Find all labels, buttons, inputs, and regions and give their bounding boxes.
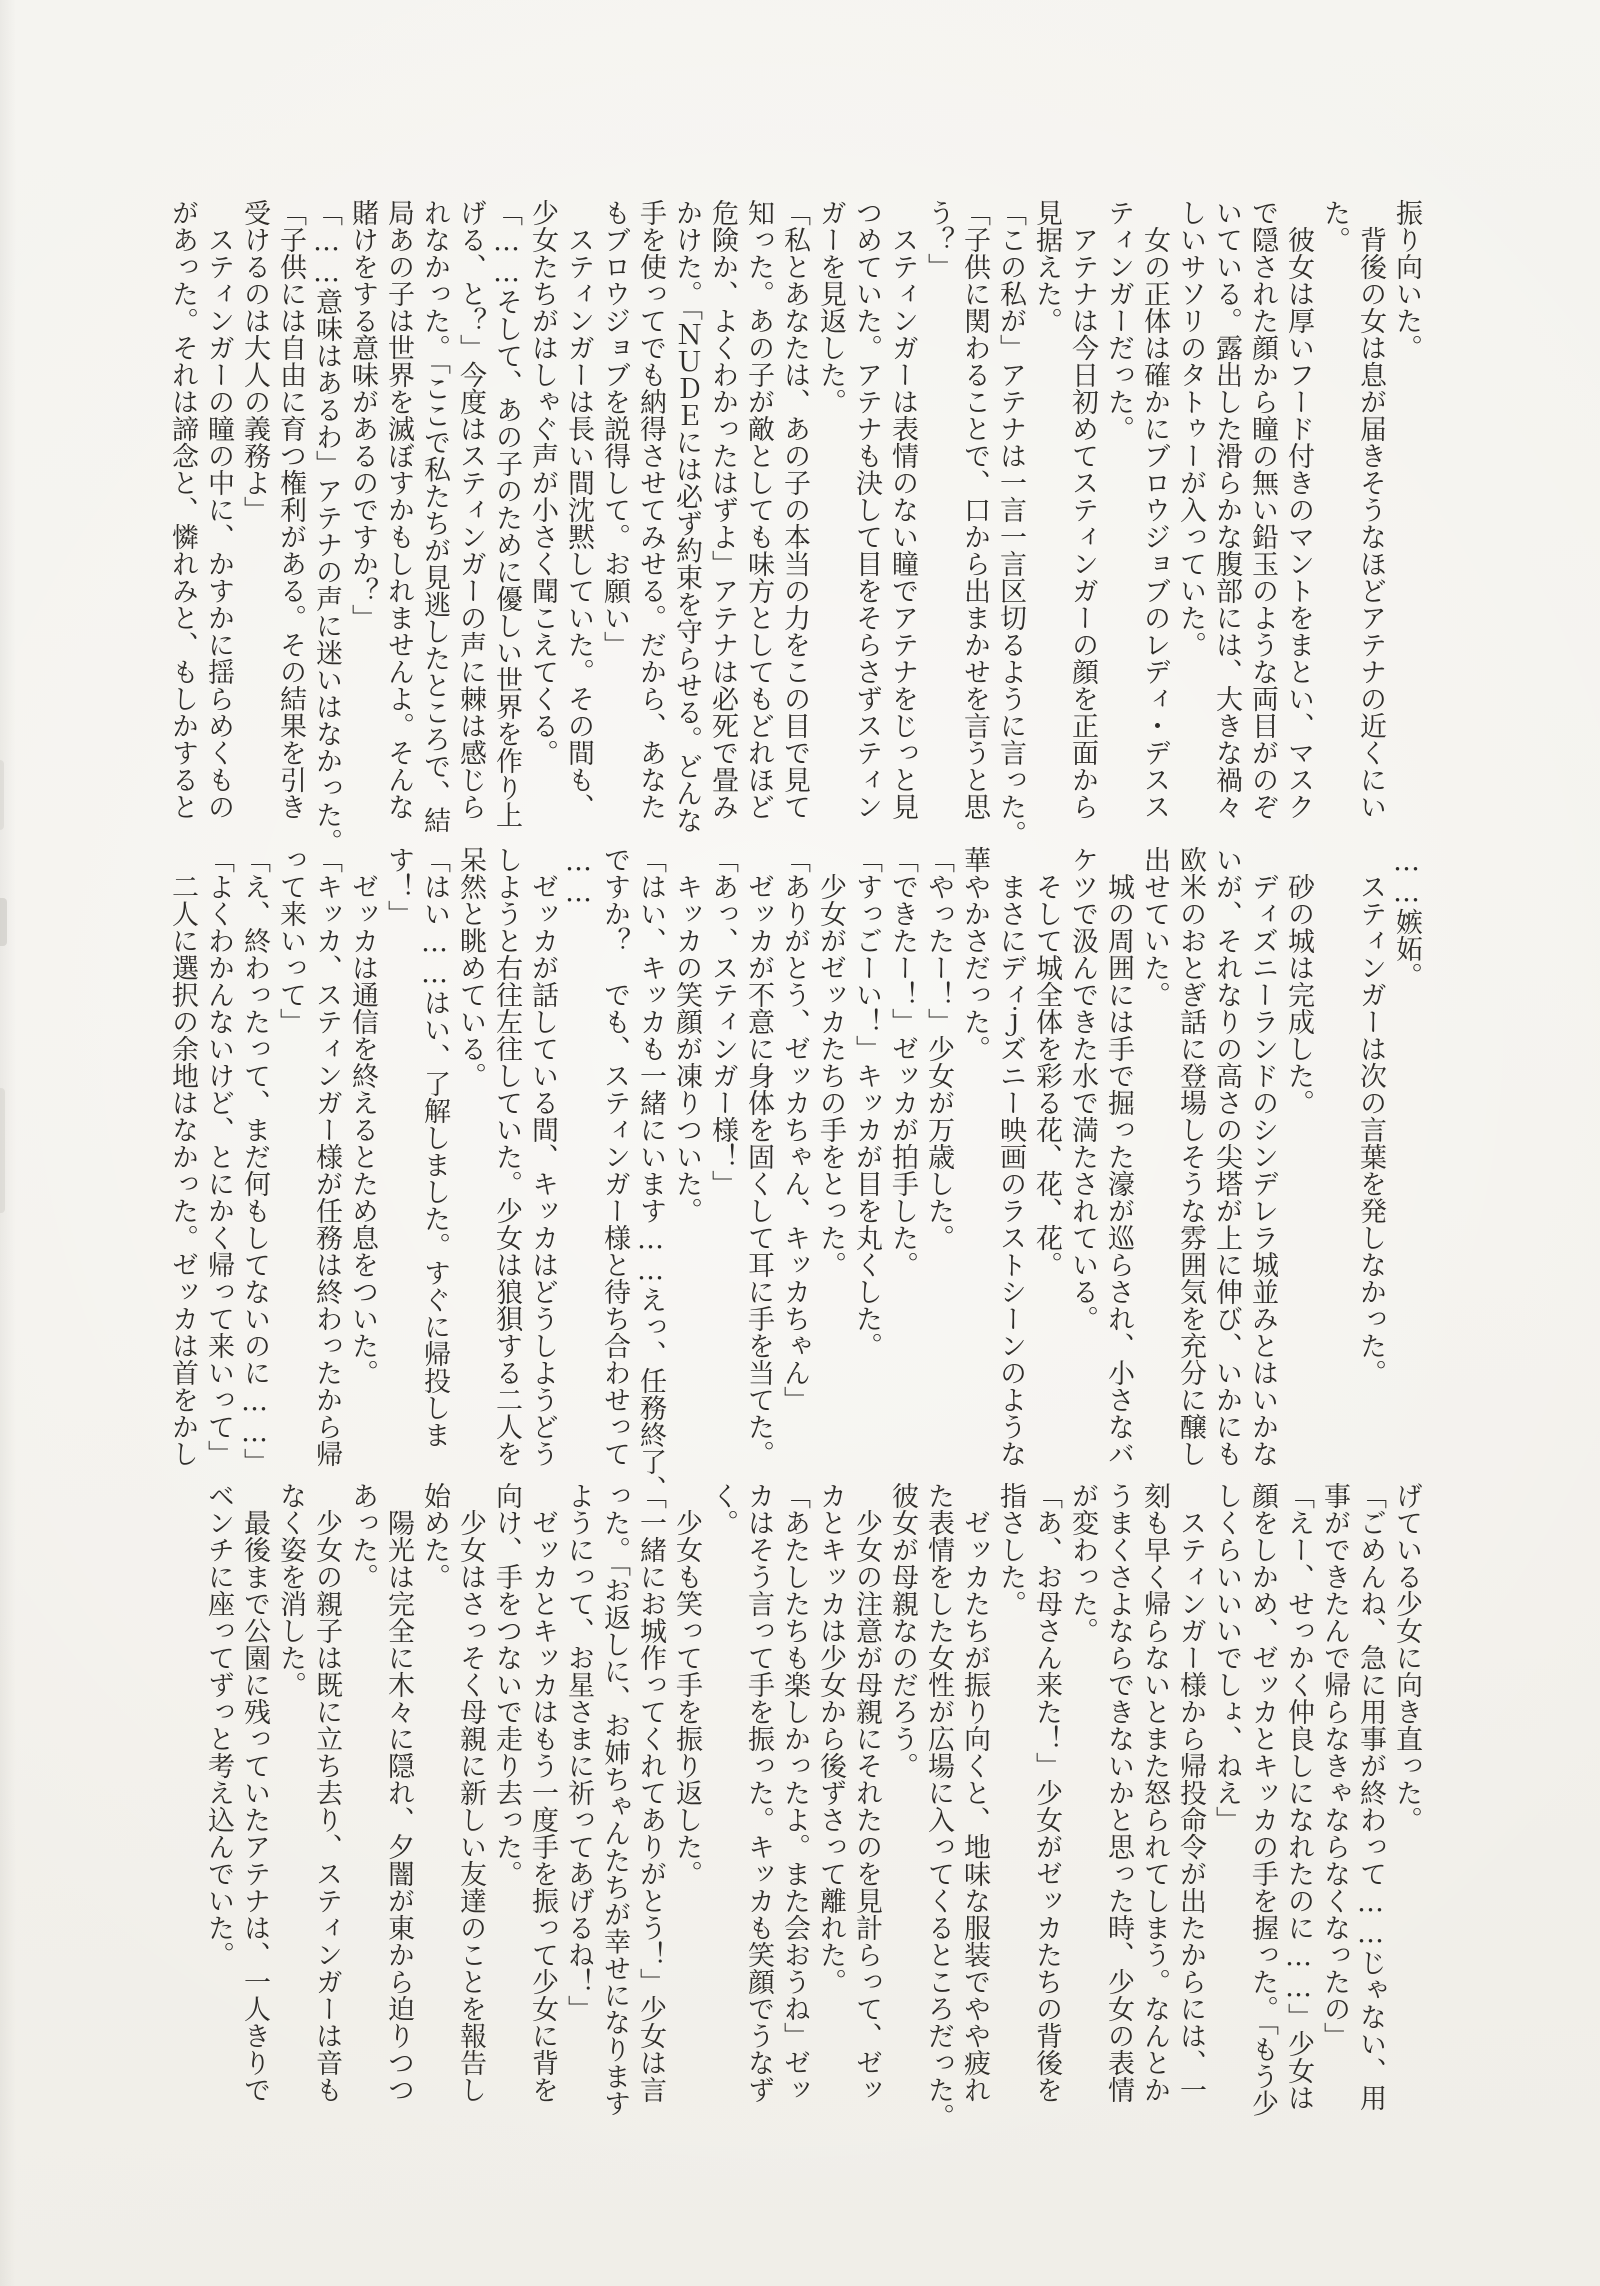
text-column: アテナは今日初めてスティンガーの顔を正面から [1067,199,1098,820]
text-column: 最後まで公園に残っていたアテナは、一人きりで [239,1482,270,2103]
text-column: ガーを見返した。 [815,199,846,415]
scan-smudge [0,1088,5,1213]
text-column: う？」 [923,199,954,280]
text-column: ゼッカは通信を終えるとため息をついた。 [347,846,378,1386]
text-column: ようにって、お星さまに祈ってあげるね！」 [563,1482,594,2022]
scan-smudge [0,760,4,830]
text-column [1316,846,1352,1472]
text-column: しようと右往左往していた。少女は狼狽する二人を [491,846,522,1467]
text-column: 賭けをする意味があるのですか？」 [347,199,378,631]
text-column: 陽光は完全に木々に隠れ、夕闇が東から迫りつつ [383,1482,414,2103]
text-column: 「はい……はい、了解しました。すぐに帰投しま [419,846,450,1448]
text-column: 女の正体は確かにブロウジョブのレディ・デスス [1139,199,1170,820]
text-column: 「あ、お母さん来た！」少女がゼッカたちの背後を [1031,1482,1062,2103]
text-column: 顔をしかめ、ゼッカとキッカの手を握った。「もう少 [1247,1482,1278,2117]
text-column: カはそう言って手を振った。キッカも笑顔でうなず [743,1482,774,2103]
text-column: 受けるのは大人の義務よ」 [239,199,270,523]
text-column: 「できたー！」ゼッカが拍手した。 [887,846,918,1278]
text-column: 「あっ、スティンガー様！」 [707,846,738,1197]
text-column: 「……そして、あの子のために優しい世界を作り上 [491,199,522,828]
text-column: 「やったー！」少女が万歳した。 [923,846,954,1251]
text-column: 二人に選択の余地はなかった。ゼッカは首をかし [167,846,198,1467]
text-column: が変わった。 [1067,1482,1098,1644]
text-column: った。「お返しに、お姉ちゃんたちが幸せになります [599,1482,630,2117]
text-column: スティンガーは次の言葉を発しなかった。 [1355,846,1386,1386]
text-column: そして城全体を彩る花、花、花。 [1031,846,1062,1278]
text-column: ゼッカが話している間、キッカはどうしようどう [527,846,558,1467]
text-column: スティンガーは表情のない瞳でアテナをじっと見 [887,199,918,820]
scan-smudge [0,898,7,946]
text-column: 華やかさだった。 [959,846,990,1062]
text-column: ケツで汲んできた水で満たされている。 [1067,846,1098,1332]
text-column: ディズニーランドのシンデレラ城並みとはいかな [1247,846,1278,1467]
text-column: ベンチに座ってずっと考え込んでいた。 [203,1482,234,1968]
text-column: 背後の女は息が届きそうなほどアテナの近くにい [1355,199,1386,820]
text-band-top [164,199,1424,855]
text-column: しくらいいいでしょ、ねえ」 [1211,1482,1242,1833]
text-column: く。 [707,1482,738,1536]
text-column: ……嫉妬。 [1391,846,1422,989]
text-column: 少女の親子は既に立ち去り、スティンガーは音も [311,1482,342,2103]
text-column: もブロウジョブを説得して。お願い」 [599,199,630,658]
text-column: 少女も笑って手を振り返した。 [671,1482,702,1887]
text-column: 始めた。 [419,1482,450,1590]
text-column: 少女がゼッカたちの手をとった。 [815,846,846,1278]
text-column: 出せていた。 [1139,846,1170,1008]
text-column: 「よくわかんないけど、とにかく帰って来いって」 [203,846,234,1467]
text-column: カとキッカは少女から後ずさって離れた。 [815,1482,846,1995]
text-column: 振り向いた。 [1391,199,1422,361]
text-column: 彼女は厚いフード付きのマントをまとい、マスク [1283,199,1314,820]
text-column: …… [563,846,594,908]
text-column: スティンガー様から帰投命令が出たからには、一 [1175,1482,1206,2103]
text-column: ゼッカが不意に身体を固くして耳に手を当てた。 [743,846,774,1467]
text-column: うまくさよならできないかと思った時、少女の表情 [1103,1482,1134,2103]
text-band-bottom [200,1482,1424,2130]
text-column: いが、それなりの高さの尖塔が上に伸び、いかにも [1211,846,1242,1467]
text-column: まさにディｊズニー映画のラストシーンのような [995,846,1026,1467]
text-column: 「キッカ、スティンガー様が任務は終わったから帰 [311,846,342,1467]
text-column: 「えー、せっかく仲良しになれたのに……」少女は [1283,1482,1314,2111]
page-edge-shadow [0,0,16,2286]
text-column: 「すっごーい！」キッカが目を丸くした。 [851,846,882,1359]
text-column: あった。 [347,1482,378,1590]
text-column: 彼女が母親なのだろう。 [887,1482,918,1779]
text-column: しいサソリのタトゥーが入っていた。 [1175,199,1206,658]
text-column: って来いって」 [275,846,306,1035]
text-column: 欧米のおとぎ話に登場しそうな雰囲気を充分に醸し [1175,846,1206,1467]
text-column: 砂の城は完成した。 [1283,846,1314,1116]
text-column: げる、と？」今度はスティンガーの声に棘は感じら [455,199,486,820]
text-column: 「はい、キッカも一緒にいます……えっ、任務終了、 [635,846,666,1502]
text-column: 城の周囲には手で掘った濠が巡らされ、小さなバ [1103,846,1134,1467]
text-column: 「この私が」アテナは一言一言区切るように言った。 [995,199,1026,847]
text-column: で隠された顔から瞳の無い鉛玉のような両目がのぞ [1247,199,1278,820]
text-column: 「ありがとう、ゼッカちゃん、キッカちゃん」 [779,846,810,1413]
text-band-middle [164,846,1424,1502]
text-column: れなかった。「ここで私たちが見逃したところで、結 [419,199,450,834]
text-column: スティンガーは長い間沈黙していた。その間も、 [563,199,594,820]
text-column: キッカの笑顔が凍りついた。 [671,846,702,1224]
text-column: 知った。あの子が敵としても味方としてもどれほど [743,199,774,820]
text-column: 見据えた。 [1031,199,1062,334]
text-column: スティンガーの瞳の中に、かすかに揺らめくもの [203,199,234,820]
text-column: げている少女に向き直った。 [1391,1482,1422,1833]
text-column: 「私とあなたは、あの子の本当の力をこの目で見て [779,199,810,820]
text-column: 「……意味はあるわ」アテナの声に迷いはなかった。 [311,199,342,855]
text-column: 「あたしたちも楽しかったよ。また会おうね」ゼッ [779,1482,810,2103]
text-column: 「子供には自由に育つ権利がある。その結果を引き [275,199,306,820]
text-column: 向け、手をつないで走り去った。 [491,1482,522,1887]
text-column: いている。露出した滑らかな腹部には、大きな禍々 [1211,199,1242,820]
text-column: 呆然と眺めている。 [455,846,486,1089]
text-column: なく姿を消した。 [275,1482,306,1698]
text-column: た。 [1319,199,1350,253]
text-column: 少女たちがはしゃぐ声が小さく聞こえてくる。 [527,199,558,766]
text-column: 「一緒にお城作ってくれてありがとう！」少女は言 [635,1482,666,2103]
text-column: 刻も早く帰らないとまた怒られてしまう。なんとか [1139,1482,1170,2103]
text-column: 少女の注意が母親にそれたのを見計らって、ゼッ [851,1482,882,2103]
text-column: ですか？ でも、スティンガー様と待ち合わせって [599,846,630,1467]
text-column: 指さした。 [995,1482,1026,1617]
text-column: つめていた。アテナも決して目をそらさずスティン [851,199,882,820]
text-column: 「子供に関わることで、口から出まかせを言うと思 [959,199,990,820]
text-column: 「え、終わったって、まだ何もしてないのに……」 [239,846,270,1475]
text-column: 危険か、よくわかったはずよ」アテナは必死で畳み [707,199,738,820]
text-column: があった。それは諦念と、憐れみと、もしかすると [167,199,198,820]
text-column: ゼッカとキッカはもう一度手を振って少女に背を [527,1482,558,2103]
text-column: 少女はさっそく母親に新しい友達のことを報告し [455,1482,486,2103]
text-column: た表情をした女性が広場に入ってくるところだった。 [923,1482,954,2130]
text-column: ゼッカたちが振り向くと、地味な服装でやや疲れ [959,1482,990,2103]
text-column: 事ができたんで帰らなきゃならなくなったの」 [1319,1482,1350,2049]
text-column: す！」 [383,846,414,927]
text-column: 手を使ってでも納得させてみせる。だから、あなた [635,199,666,820]
text-column: ティンガーだった。 [1103,199,1134,442]
text-column: 「ごめんね、急に用事が終わって……じゃない、用 [1355,1482,1386,2111]
text-column: かけた。「ＮＵＤＥには必ず約束を守らせる。どんな [671,199,702,834]
text-column: 局あの子は世界を滅ぼすかもしれませんよ。そんな [383,199,414,820]
